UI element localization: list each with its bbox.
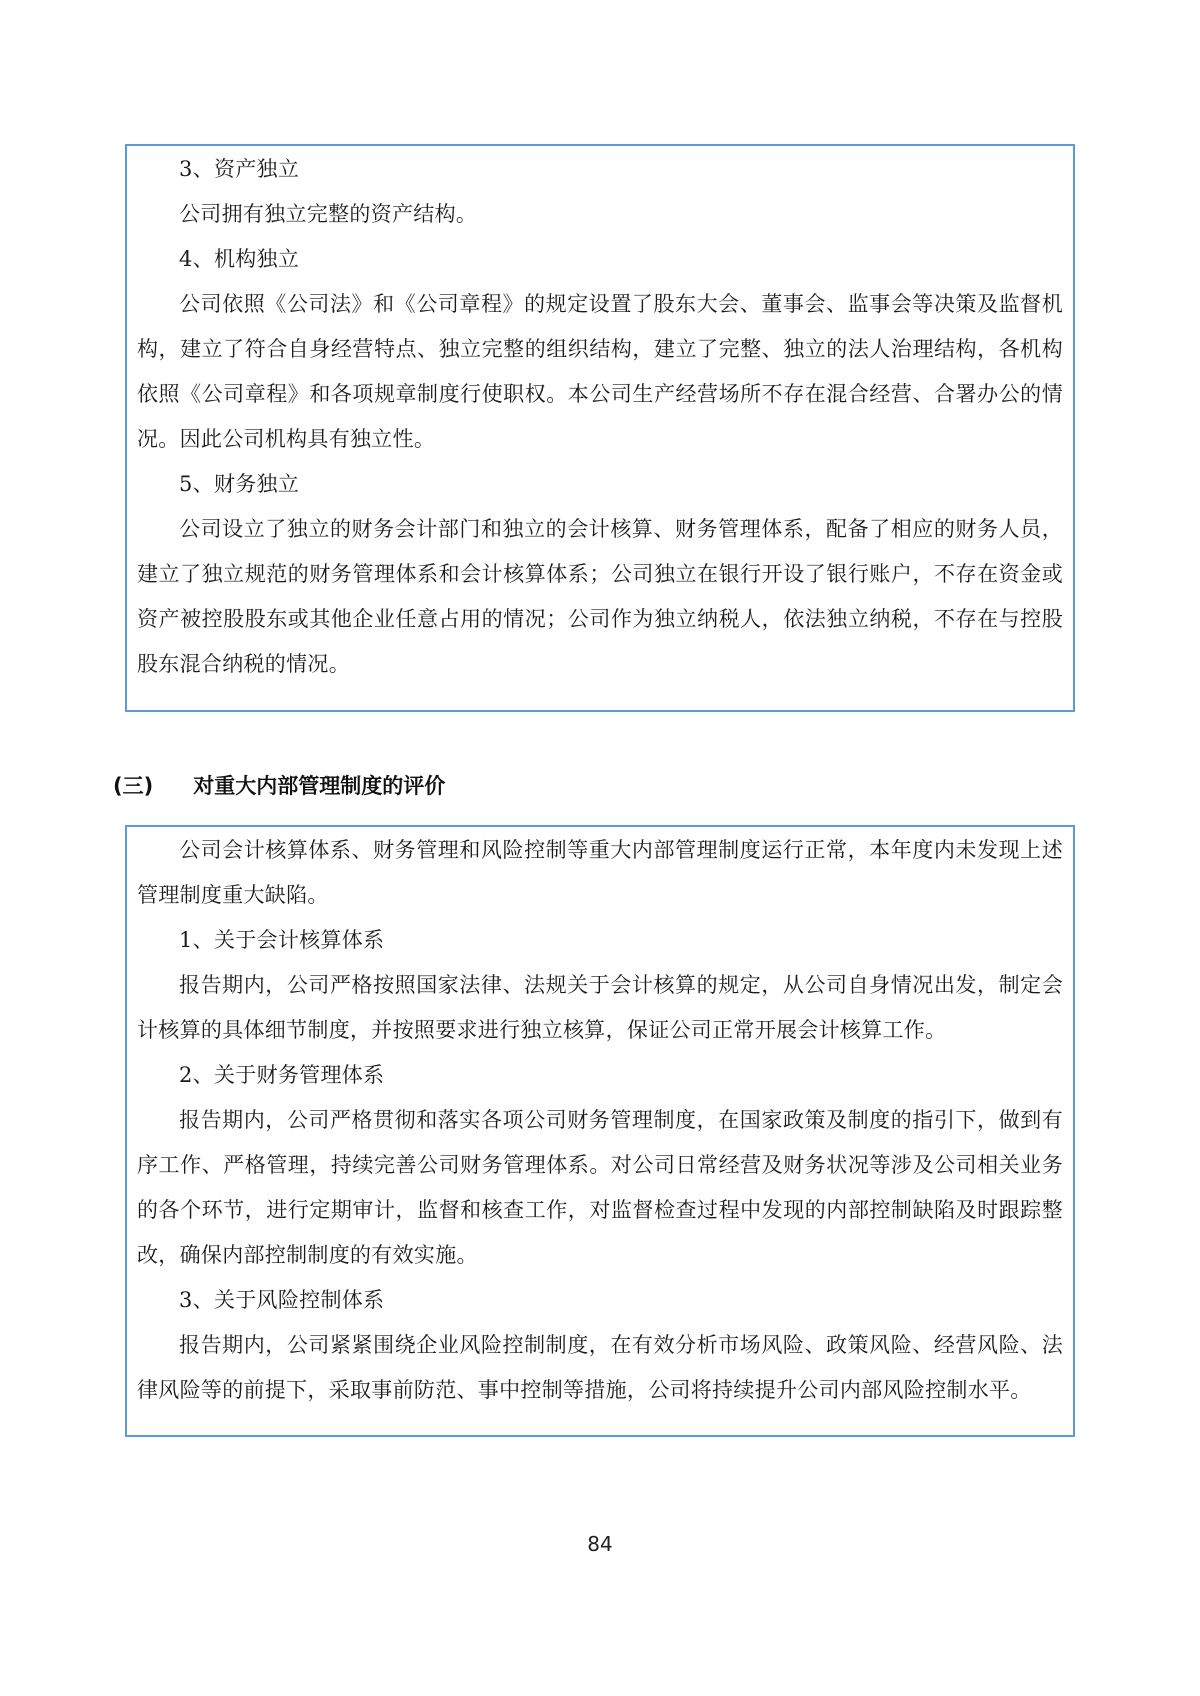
section-heading	[113, 770, 445, 800]
heading-financial-independence: 5、财务独立	[179, 472, 300, 496]
heading-organization-independence: 4、机构独立	[179, 247, 300, 271]
para-financial-management-system: 报告期内，公司严格贯彻和落实各项公司财务管理制度，在国家政策及制度的指引下，做到有序工作、严格管理，持续完善公司财务管理体系。对公司日常经营及财务状况等涉及公司相关业务的各个环节，进行定期审计，监督和核查工作，对监督检查过程中发现的内部控制缺陷及时跟踪整改，确保内部控制制度的有效实施。	[137, 1108, 1063, 1267]
heading-risk-control-system: 3、关于风险控制体系	[179, 1288, 385, 1312]
para-risk-control-system: 报告期内，公司紧紧围绕企业风险控制制度，在有效分析市场风险、政策风险、经营风险、法律风险等的前提下，采取事前防范、事中控制等措施，公司将持续提升公司内部风险控制水平。	[137, 1333, 1063, 1402]
para-financial-independence: 公司设立了独立的财务会计部门和独立的会计核算、财务管理体系，配备了相应的财务人员，建立了独立规范的财务管理体系和会计核算体系；公司独立在银行开设了银行账户，不存在资金或资产被控股股东或其他企业任意占用的情况；公司作为独立纳税人，依法独立纳税，不存在与控股股东混合纳税的情况。	[137, 517, 1063, 676]
heading-accounting-system: 1、关于会计核算体系	[179, 928, 385, 952]
heading-asset-independence: 3、资产独立	[179, 157, 300, 181]
heading-financial-management-system: 2、关于财务管理体系	[179, 1063, 385, 1087]
para-evaluation-intro: 公司会计核算体系、财务管理和风险控制等重大内部管理制度运行正常，本年度内未发现上述管理制度重大缺陷。	[137, 838, 1063, 907]
section-heading-title: 对重大内部管理制度的评价	[193, 774, 446, 798]
evaluation-section-box	[125, 825, 1075, 1437]
independence-section-box	[125, 144, 1075, 712]
para-organization-independence: 公司依照《公司法》和《公司章程》的规定设置了股东大会、董事会、监事会等决策及监督机构，建立了符合自身经营特点、独立完整的组织结构，建立了完整、独立的法人治理结构，各机构依照《公司章程》和各项规章制度行使职权。本公司生产经营场所不存在混合经营、合署办公的情况。因此公司机构具有独立性。	[137, 292, 1063, 451]
para-asset-independence: 公司拥有独立完整的资产结构。	[179, 202, 478, 226]
para-accounting-system: 报告期内，公司严格按照国家法律、法规关于会计核算的规定，从公司自身情况出发，制定会计核算的具体细节制度，并按照要求进行独立核算，保证公司正常开展会计核算工作。	[137, 973, 1063, 1042]
page-number: 84	[587, 1532, 613, 1556]
section-heading-number: (三)	[113, 774, 154, 798]
